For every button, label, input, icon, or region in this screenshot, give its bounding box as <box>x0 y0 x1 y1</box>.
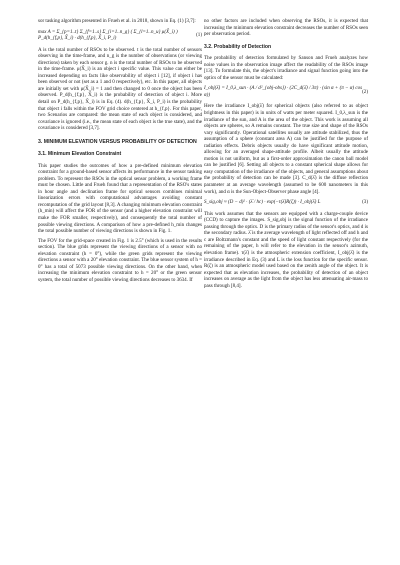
section-3-2-heading: 3.2. Probability of Detection <box>204 43 272 50</box>
left-column <box>38 18 202 286</box>
section-3-1-heading: 3.1. Minimum Elevation Constraint <box>38 151 122 158</box>
paragraph-min-elevation: This paper studies the outcomes of how a pre-defined minimum elevation constraint for a ground-based sensor affects its performance in the sensor tasking problem. To represent the RSOs in the optical sensor problem, a working frame must be chosen. Little and Frueh found that a representation of the RSO's states in hour angle and declination frame for optical sensors combines minimal linearization errors with computational advantages avoiding constant recomputation of the grid layout [8,3]. A changing minimum elevation constraint (h_min) will affect the FOR of the sensor (and a higher elevation constraint will make the FOR smaller, respectively), and consequently the total number of possible viewing directions. A comparison of how a pre-defined h_min changes the total possible number of viewing directions is shown in Fig. 1. <box>38 162 202 235</box>
paragraph-irradiance: Here the irradiance I_obj(λ̄) for spherical objects (also referred to as object brightness in this paper) is in units of watts per meter squared. I_0,λ_sun is the irradiance of the sun, and A is the area of the object. This work is assuming all objects are spheres, so A remains constant. The true size and shape of the RSOs vary significantly. Operational satellites usually are attitude stabilized, thus the assumption of a sphere (constant area A) can be justified for the purpose of radiation effects. Debris objects usually do have significant attitude motion, allowing for an averaged shape-attitude profile. Albeit usually the attitude motion is not uniform, but as a first-order approximation the canon ball model can be justified [6]. Setting all objects to a constant spherical shape allows for easy computation of the irradiance of the objects, and general assumptions about the probability of detection can be made [3]. C_d(λ̄) is the diffuse reflection parameter at an average wavelength (assumed to be 600 nanometers in this work), and α is the Sun-Object-Observer phase angle [4]. <box>204 103 368 195</box>
equation-1-sum: Σ_{p=1..t} Σ_{f=1..s} Σ_{i=1..n_g} ( Σ_{l=1..n_u} μ(X̃_i) ) <box>56 28 178 35</box>
paragraph-prob-detection: The probability of detection formulated by Sanson and Frueh analyzes how noise values in the observation image affect the readability of the RSOs image [13]. To formulate this, the object's irradiance and signal function going into the optics of the sensor must be calculated: <box>204 55 368 81</box>
paragraph-fov: The FOV for the grid-space created in Fig. 1 is 2.5° (which is used in the results section). The blue grids represent the viewing directions of a sensor with no elevation constraint (h = 0°), while the green grids represent the viewing directions a sensor with a 20° elevation constraint. The blue sensor system of h = 0° has a total of 5073 possible viewing directions. On the other hand, when increasing the minimum elevation constraint to h = 20° or the green sensor system, the total number of possible viewing directions decreases to 3634. If <box>38 237 202 283</box>
paragraph-continuation: no other factors are included when observing the RSOs, it is expected that increasing the minimum elevation constraint decreases the number of RSOs seen per observation period. <box>204 18 368 38</box>
right-column <box>204 18 368 292</box>
section-3-heading: 3. MINIMUM ELEVATION VERSUS PROBABILITY OF DETECTION <box>38 138 197 145</box>
equation-2-number: (2) <box>362 88 368 95</box>
equation-3-body: S_sig,obj ≈ (D − d)² · (λ̄ / hc) · exp(−τ(λ̄)R(ζ)) · I_obj(λ̄) L <box>204 199 321 206</box>
equation-3 <box>204 199 368 206</box>
equation-1-lhs: max A = <box>38 28 56 35</box>
equation-3-number: (3) <box>362 199 368 206</box>
paragraph-definitions: A is the total number of RSOs to be observed. t is the total number of sensors observing in the time-frame, and n_g is the number of observations (or viewing directions) taken by each sensor g. n is the total number of RSOs to be observed in the time-frame. μ(X̃_i) is an object i specific value. This value can either be increased depending on facts like observability of object i [12], if object i has been observed or not (set as a 1 and 0 respectively), etc. In this paper, all objects are initially set with μ(X̃_i) = 1 and then changed to 0 once the object has been observed. P_d(h_{f,p}, X̃_i) is the probability of detection of object i. More detail on P_d(h_{f,p}, X̃_i) is in Eq. (4). d(h_{f,p}, X̃_i, P_i) is the probability that object i falls within the FOV grid choice centered at h_{f,p}. For this paper, two Scenarios are compared: the mean state of each object is considered, and covariance is ignored (i.e., the mean state of each object is the true state), and the covariance is considered [3,7]. <box>38 46 202 132</box>
equation-1-line2: P_d(h_{f,p}, X̃_i) · d(h_{f,p}, X̃_i, P_i) <box>38 35 117 42</box>
equation-1 <box>38 29 202 42</box>
equation-2 <box>204 85 368 98</box>
equation-2-body: I_obj(λ̄) = I_0,λ_sun · (A / d²_{obj-obs}) · (2C_d(λ̄) / 3π) · (sin α + (π − α) cos α)) <box>204 85 363 98</box>
paragraph-ccd: This work assumes that the sensors are equipped with a charge-couple device (CCD) to capture the images. S_sig,obj is the signal function of the irradiance passing through the optics. D is the primary radius of the sensor's optics, and d is the secondary radius. λ̄ is the average wavelength of light reflected off and h and c are Boltzmann's constant and the speed of light constant respectively (for the remaining of the paper, h will refer to the elevation in the sensor's azimuth, elevation frame). τ(λ̄) is the atmospheric extension coefficient, I_obj(λ̄) is the irradiance described in Eq. (3) and L is the loss function for the specific sensor. R(ζ) is an atmospheric model used based on the zenith angle of the object. It is expected that as elevation increases, the probability of detection of an object increases on average as the light from the object has less attenuating air-mass to pass through [8,4]. <box>204 210 368 289</box>
paragraph-intro: sor tasking algorithm presented in Frueh et al. in 2018, shown in Eq. (1) [3,7]: <box>38 18 196 24</box>
equation-1-number: (1) <box>196 31 202 38</box>
